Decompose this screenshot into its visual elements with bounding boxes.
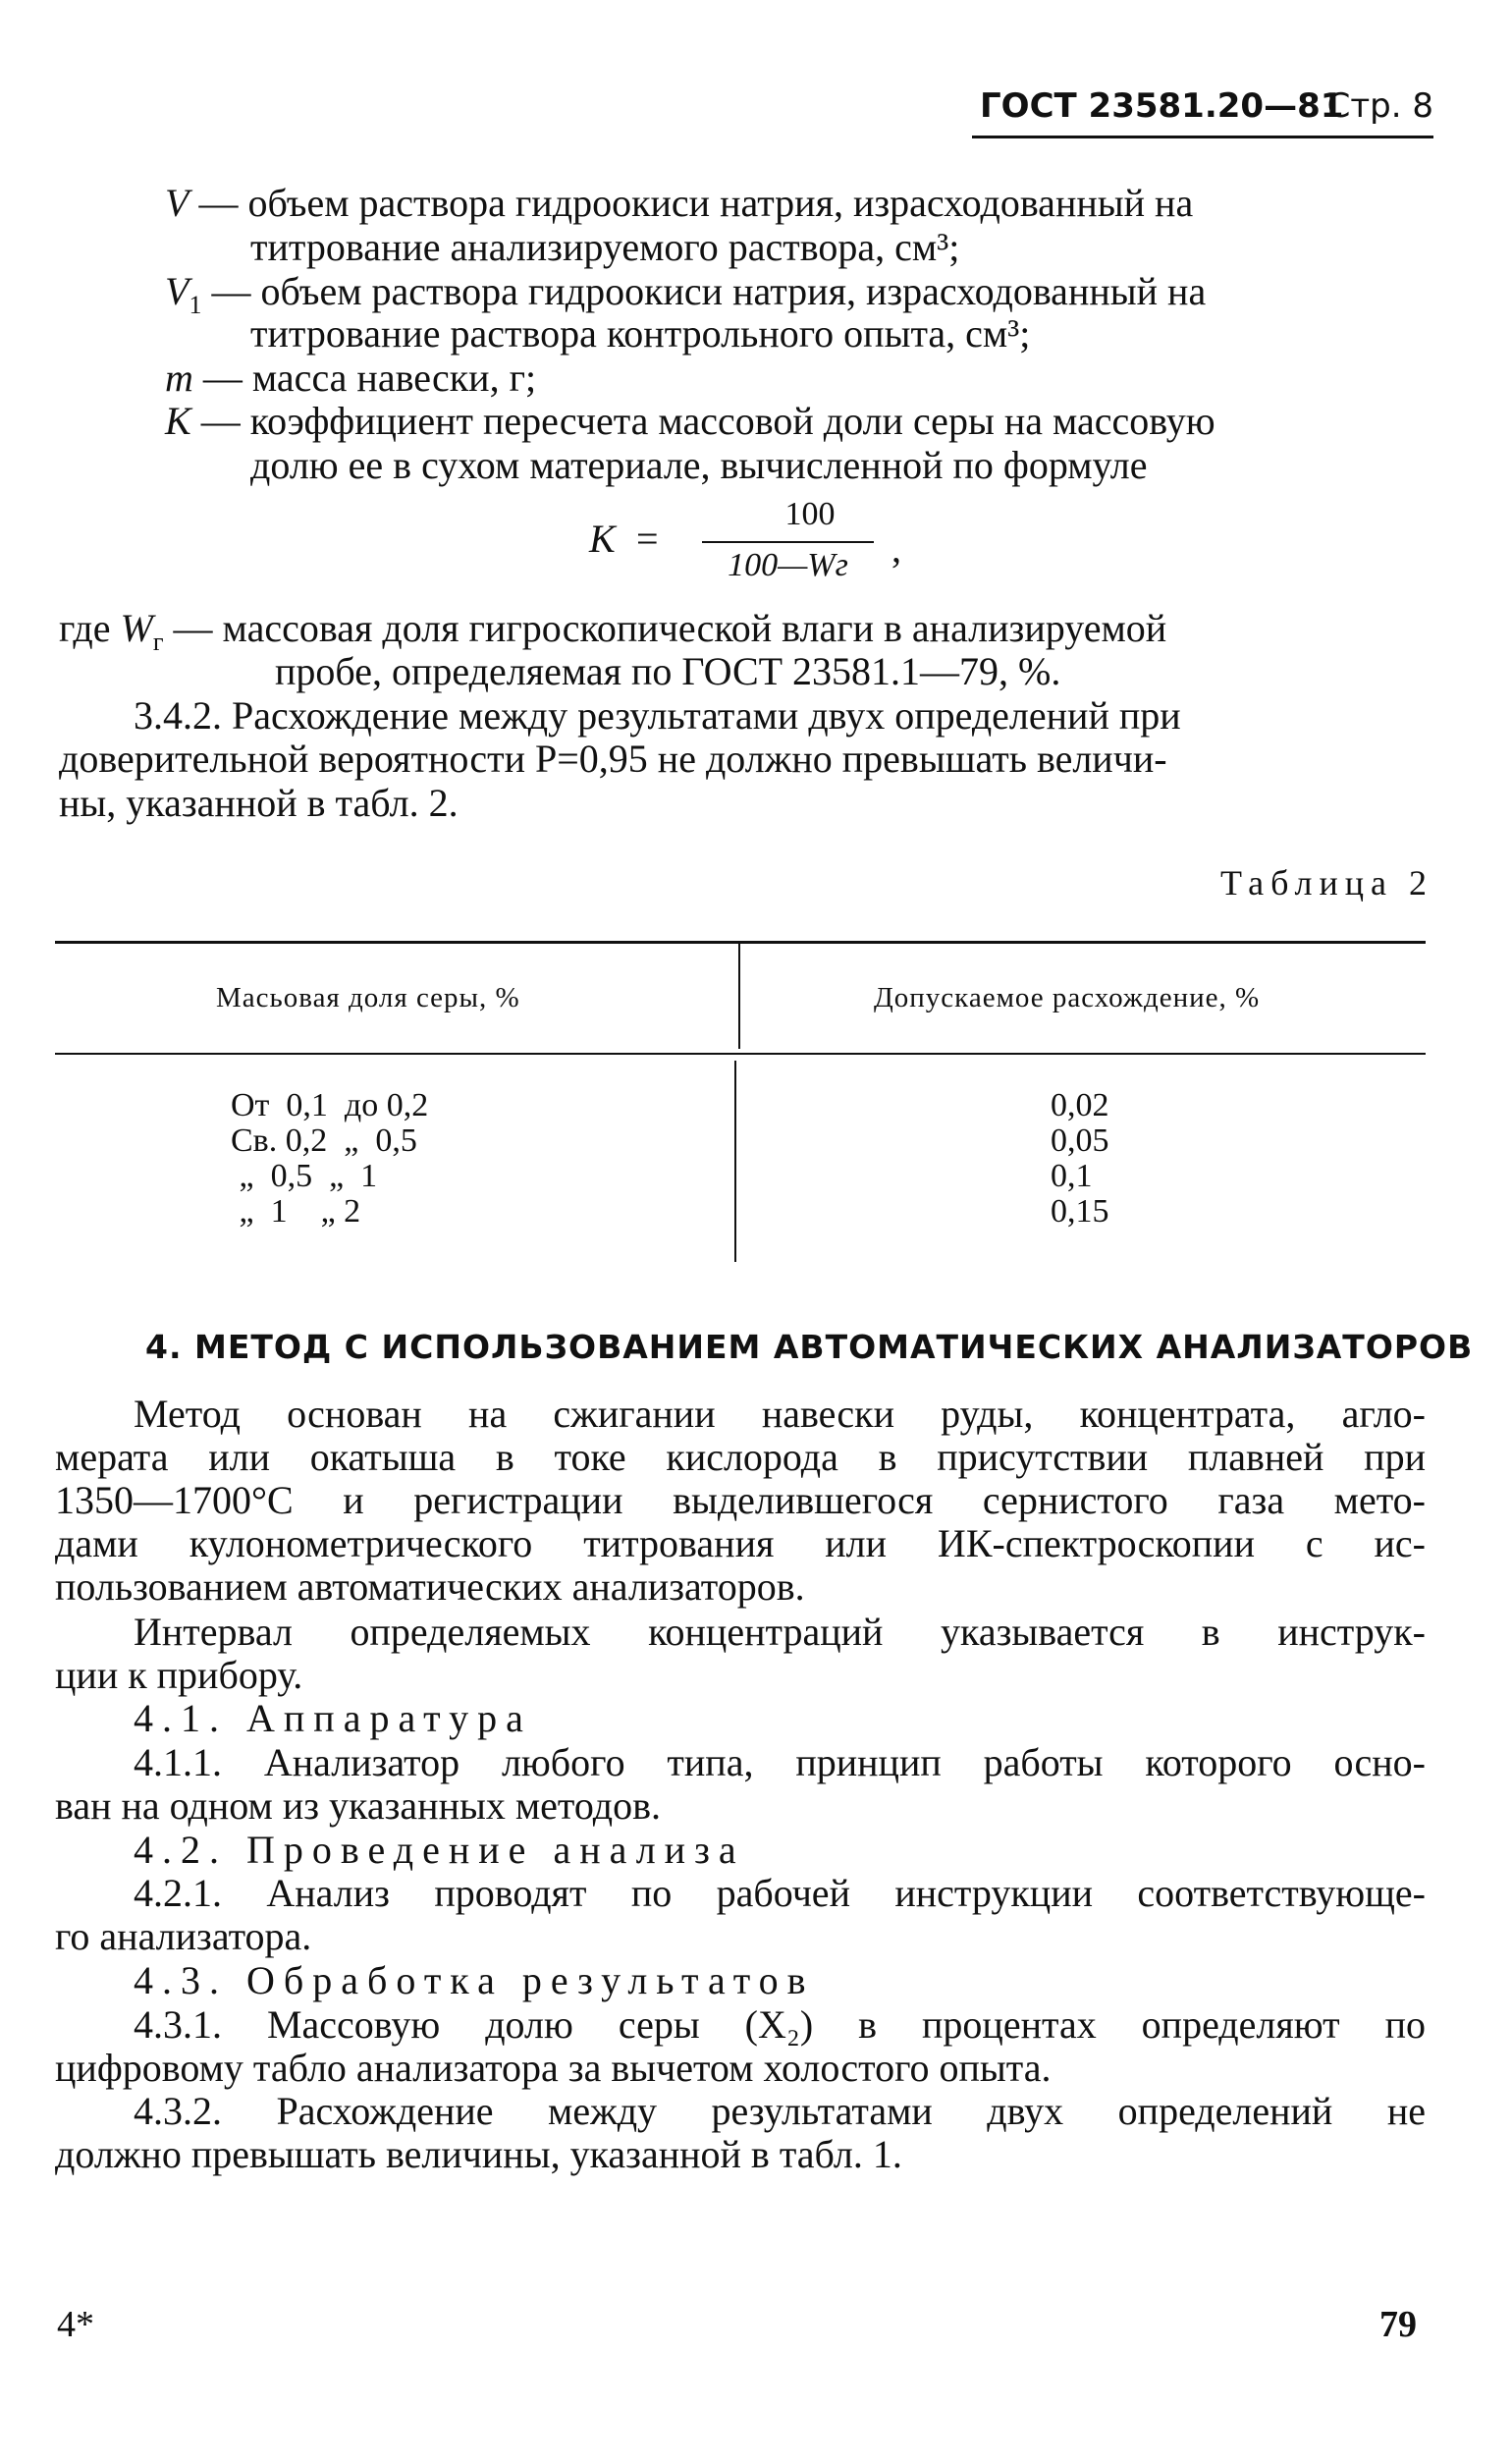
interval-line: ции к прибору. xyxy=(55,1653,303,1697)
section-4-title: 4. МЕТОД С ИСПОЛЬЗОВАНИЕМ АВТОМАТИЧЕСКИХ АНАЛИЗАТОРОВ xyxy=(145,1328,1474,1366)
para-4-1-1-cont: ван на одном из указанных методов. xyxy=(55,1783,661,1828)
table-body-divider xyxy=(734,1061,736,1262)
running-header xyxy=(972,86,1433,136)
intro-line: пользованием автоматических анализаторов. xyxy=(55,1564,805,1609)
def-k-cont: долю ее в сухом материале, вычисленной по формуле xyxy=(250,443,1148,487)
heading-4-1: 4.1. Аппаратура xyxy=(134,1696,532,1740)
para-4-2-1-cont: го анализатора. xyxy=(55,1914,312,1958)
intro-line: дами кулонометрического титрования или ИК-спектроскопии с ис- xyxy=(55,1521,1426,1565)
table-cell-value: 0,15 xyxy=(1051,1193,1109,1230)
table-cell-value: 0,02 xyxy=(1051,1087,1109,1123)
para-4-3-2-cont: должно превышать величины, указанной в табл. 1. xyxy=(55,2132,902,2176)
def-k-symbol: K xyxy=(165,399,191,443)
where-w-text: — массовая доля гигроскопической влаги в анализируемой xyxy=(173,606,1167,650)
where-w-cont: пробе, определяемая по ГОСТ 23581.1—79, %. xyxy=(275,649,1061,693)
table-header-rule xyxy=(55,1053,1426,1055)
where-w-subscript: г xyxy=(152,628,164,656)
def-v1-symbol: V xyxy=(165,269,189,313)
where-w-symbol: W xyxy=(120,606,153,650)
para-4-2-1: 4.2.1. Анализ проводят по рабочей инструкции соответствующе- xyxy=(134,1871,1426,1915)
standard-code: ГОСТ 23581.20—81 xyxy=(980,86,1344,126)
formula-k xyxy=(579,496,933,594)
heading-4-2: 4.2. Проведение анализа xyxy=(134,1828,745,1872)
def-v-text: — объем раствора гидроокиси натрия, израсходованный на xyxy=(198,181,1194,225)
def-m xyxy=(165,356,536,400)
def-v xyxy=(165,182,1193,225)
def-m-symbol: m xyxy=(165,356,193,400)
table-cell-range: „ 0,5 „ 1 xyxy=(231,1158,378,1194)
def-v1 xyxy=(165,269,1207,319)
def-m-text: — масса навески, г; xyxy=(202,356,537,400)
table-top-rule xyxy=(55,941,1426,944)
def-v-cont: титрование анализируемого раствора, см³; xyxy=(250,225,960,269)
def-k xyxy=(165,400,1215,443)
para-4-3-1-cont: цифровому табло анализатора за вычетом холостого опыта. xyxy=(55,2046,1052,2090)
where-w xyxy=(59,606,1167,656)
table-header-divider xyxy=(738,943,740,1049)
def-v1-cont: титрование раствора контрольного опыта, см³; xyxy=(250,311,1031,356)
fraction-bar xyxy=(702,541,874,543)
def-v-symbol: V xyxy=(165,181,189,225)
intro-line: Метод основан на сжигании навески руды, концентрата, агло- xyxy=(134,1392,1426,1436)
formula-lhs: K xyxy=(589,517,616,561)
where-prefix: где xyxy=(59,606,111,650)
header-rule xyxy=(972,136,1433,138)
para-4-3-1: 4.3.1. Массовую долю серы (X₂) в процентах определяют по xyxy=(134,2002,1426,2047)
table-header-tolerance: Допускаемое расхождение, % xyxy=(874,982,1261,1013)
def-v1-text: — объем раствора гидроокиси натрия, израсходованный на xyxy=(211,269,1207,313)
table-cell-range: От 0,1 до 0,2 xyxy=(231,1087,429,1123)
para-4-1-1: 4.1.1. Анализатор любого типа, принцип работы которого осно- xyxy=(134,1740,1426,1784)
table-header-sulfur: Масьовая доля серы, % xyxy=(216,982,520,1013)
formula-numerator: 100 xyxy=(784,496,836,532)
footer-sheet-mark: 4* xyxy=(57,2304,94,2345)
formula-comma: , xyxy=(891,526,901,571)
para-342-l2: доверительной вероятности P=0,95 не должно превышать величи- xyxy=(59,737,1167,781)
intro-line: 1350—1700°С и регистрации выделившегося сернистого газа мето- xyxy=(55,1478,1426,1522)
table-caption: Таблица 2 xyxy=(1220,863,1433,903)
def-v1-subscript: 1 xyxy=(189,291,202,319)
table-cell-value: 0,1 xyxy=(1051,1158,1093,1194)
formula-denominator: 100—Wг xyxy=(728,547,848,583)
formula-equals: = xyxy=(636,517,659,561)
table-cell-range: Св. 0,2 „ 0,5 xyxy=(231,1122,417,1159)
para-342-l3: ны, указанной в табл. 2. xyxy=(59,781,459,825)
intro-line: мерата или окатыша в токе кислорода в присутствии плавней при xyxy=(55,1435,1426,1479)
page-label: Стр. 8 xyxy=(1326,86,1433,126)
heading-4-3: 4.3. Обработка результатов xyxy=(134,1958,815,2002)
def-k-text: — коэффициент пересчета массовой доли серы на массовую xyxy=(200,399,1215,443)
para-4-3-2: 4.3.2. Расхождение между результатами двух определений не xyxy=(134,2089,1426,2133)
para-342-l1: 3.4.2. Расхождение между результатами двух определений при xyxy=(134,693,1181,738)
table-cell-value: 0,05 xyxy=(1051,1122,1109,1159)
page-number: 79 xyxy=(1379,2304,1417,2345)
table-cell-range: „ 1 „ 2 xyxy=(231,1193,361,1230)
interval-line: Интервал определяемых концентраций указывается в инструк- xyxy=(134,1610,1426,1654)
